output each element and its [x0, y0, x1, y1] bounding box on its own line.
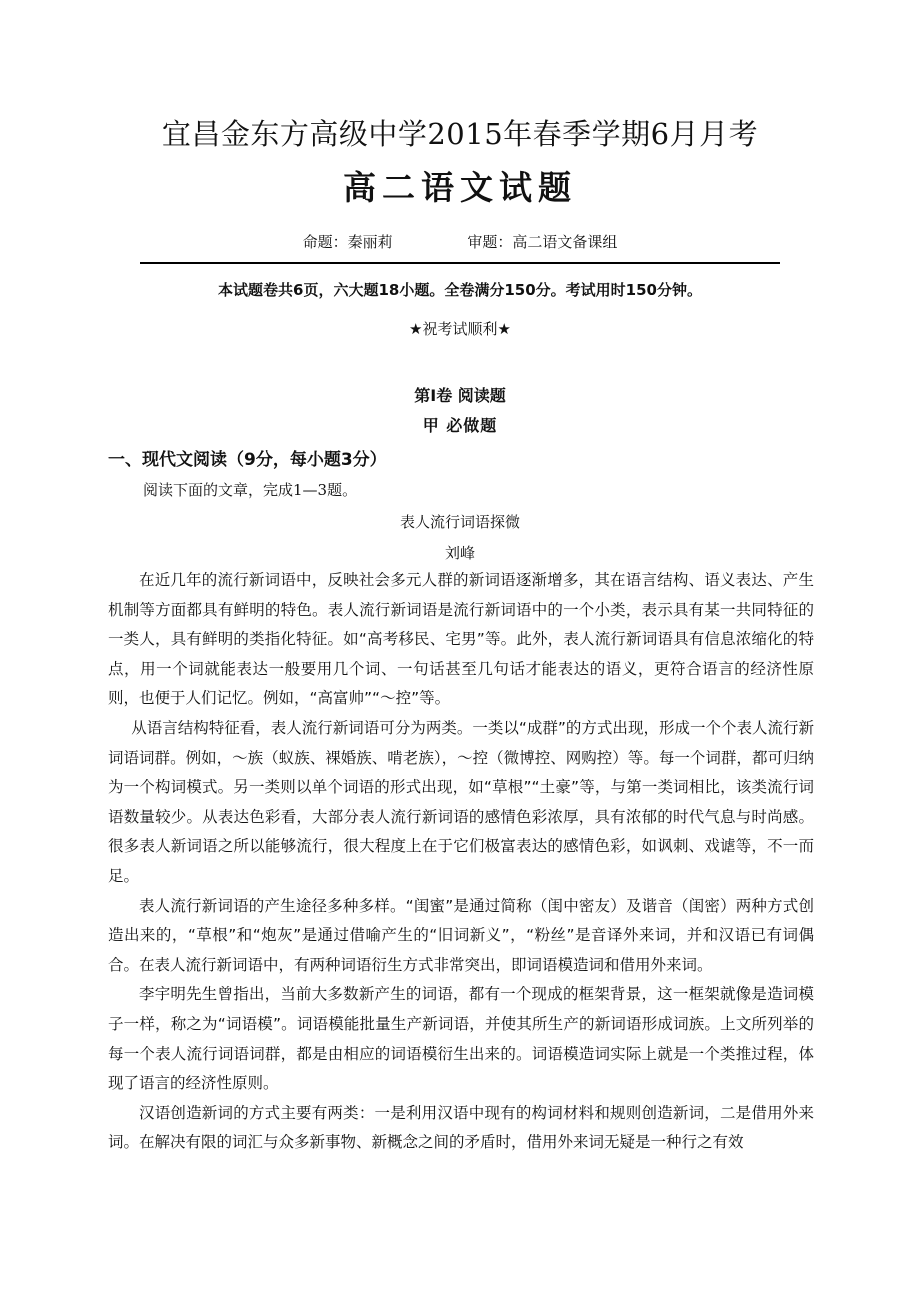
setter-label: 命题：秦丽莉: [302, 233, 393, 251]
exam-notice: 本试题卷共6页，六大题18小题。全卷满分150分。考试用时150分钟。: [218, 281, 702, 299]
section-instruction: 阅读下面的文章，完成1—3题。: [143, 481, 358, 499]
part-title: 甲 必做题: [422, 416, 498, 435]
article-author: 刘峰: [444, 544, 475, 562]
header-divider: [140, 262, 780, 264]
article-paragraph: 李宇明先生曾指出，当前大多数新产生的词语，都有一个现成的框架背景，这一框架就像是造词模子一样，称之为“词语模”。词语模能批量生产新词语，并使其所生产的新词语形成词族。上文所列举的每一个表人流行词语词群，都是由相应的词语模衍生出来的。词语模造词实际上就是一个类推过程，体现了语言的经济性原则。: [108, 985, 814, 1093]
article-title: 表人流行词语探微: [399, 513, 520, 531]
article-paragraph: 从语言结构特征看，表人流行新词语可分为两类。一类以“成群”的方式出现，形成一个个表人流行新词语词群。例如，～族（蚁族、裸婚族、啃老族），～控（微博控、网购控）等。每一个词群，都可归纳为一个构词模式。另一类则以单个词语的形式出现，如“草根”“土豪”等，与第一类词相比，该类流行词语数量较少。从表达色彩看，大部分表人流行新词语的感情色彩浓厚，具有浓郁的时代气息与时尚感。很多表人新词语之所以能够流行，很大程度上在于它们极富表达的感情色彩，如讽刺、戏谑等，不一而足。: [108, 718, 814, 885]
school-title: 宜昌金东方高级中学2015年春季学期6月月考: [161, 117, 759, 151]
volume-title: 第Ⅰ卷 阅读题: [414, 386, 506, 405]
article-body: [108, 566, 814, 1158]
exam-title: 高二语文试题: [343, 168, 577, 207]
article-paragraph: 表人流行新词语的产生途径多种多样。“闺蜜”是通过简称（闺中密友）及谐音（闺密）两种方式创造出来的，“草根”和“炮灰”是通过借喻产生的“旧词新义”，“粉丝”是音译外来词，并和汉语已有词偶合。在表人流行新词语中，有两种词语衍生方式非常突出，即词语模造词和借用外来词。: [108, 896, 814, 974]
author-line: [0, 231, 920, 252]
article-paragraph: 在近几年的流行新词语中，反映社会多元人群的新词语逐渐增多，其在语言结构、语义表达、产生机制等方面都具有鲜明的特色。表人流行新词语是流行新词语中的一个小类，表示具有某一共同特征的一类人，具有鲜明的类指化特征。如“高考移民、宅男”等。此外，表人流行新词语具有信息浓缩化的特点，用一个词就能表达一般要用几个词、一句话甚至几句话才能表达的语义，更符合语言的经济性原则，也便于人们记忆。例如，“高富帅”“～控”等。: [108, 571, 814, 708]
good-luck-wish: ★祝考试顺利★: [409, 320, 511, 338]
article-paragraph: 汉语创造新词的方式主要有两类：一是利用汉语中现有的构词材料和规则创造新词，二是借用外来词。在解决有限的词汇与众多新事物、新概念之间的矛盾时，借用外来词无疑是一种行之有效: [108, 1103, 814, 1152]
section-heading: 一、现代文阅读（9分，每小题3分）: [108, 450, 387, 470]
reviewer-label: 审题：高二语文备课组: [467, 233, 618, 251]
